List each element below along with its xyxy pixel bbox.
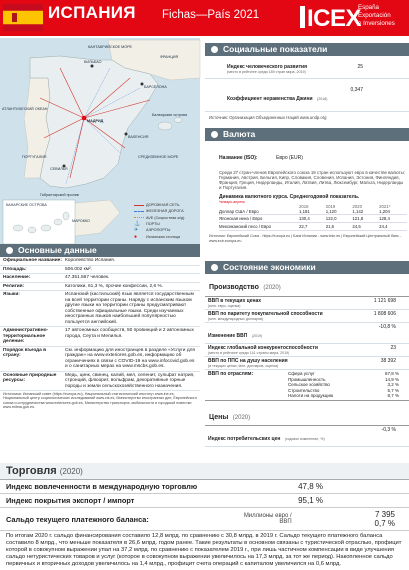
trade-rows-0-k: Индекс вовлеченности в международную торговлю [6,482,198,491]
social-rows-1-v: 0,347 [350,87,363,93]
economy-sectors-4-v: 8,7 % [387,393,399,399]
currency-rows-0-vals-1: 1,120 [325,209,337,214]
currency-rows-0-vals-2: 1,142 [352,209,364,214]
map-label-morocco: МАРОККО [72,219,90,223]
economy-rows-0-v: 1 121 698 [373,298,396,304]
basic-rows-2-v: 47.351.567 человек. [65,275,110,280]
basic-rows-6-v: См. информацию для иностранцев в разделе «Услуги для граждан» на www.exteriores.gob.es, информацию об ограничениях в связи с COVID-19 на www.infocovid.gob.es и о санитарных мерах на www.mscbs.gob.es. [65,347,196,369]
economy-rows-4-v: 38 392 [380,358,396,364]
map-label-valencia: ВАЛЕНСИЯ [128,135,149,139]
currency-source: Источник: Европейский Союз - https://europa.eu | Банк Испании - www.bde.es | Европейский Центральный банк - www.ecb.europa.eu [209,234,401,243]
currency-rows-2-name: Мексиканский песо / Евро [219,224,272,229]
economy-heading: Состояние экономики [223,262,316,272]
currency-rows-2-vals-0: 22,7 [299,224,308,229]
currency-rows-2-vals-2: 24,5 [352,224,361,229]
basic-rows-6-k: Порядок въезда в страну: [3,347,47,358]
trade-year: (2020) [59,467,83,476]
trade-rows-2-v2: 0,7 % [374,519,395,528]
economy-sectors-1-v: 14,9 % [384,376,399,382]
social-rows-1-note: (2018) [317,97,328,101]
trade-heading: Торговля [6,465,57,477]
icex-logo-caption [358,4,395,28]
economy-rows-1-v: 1 808 606 [373,311,396,317]
trade-heading [0,463,409,480]
economy-heading [205,261,409,274]
page-subtitle: Fichas—País 2021 [162,9,260,21]
basic-rows-3-k: Религия: [3,283,25,289]
economy-sectors_label: ВВП по отраслям: [208,371,254,377]
social-rows-0-note: (место в рейтинге среди 189 стран мира, 2019) [227,70,306,74]
economy-rows-2-k: Изменение ВВП [208,333,248,339]
economy-rows-0-note: (млн. евро, оценка) [208,304,241,308]
economy-production_title: Производство [209,284,259,291]
currency-name_value: Евро (EUR) [276,155,303,161]
basic-data-heading [0,244,200,257]
economy-sectors-1-name: Промышленность [288,376,326,382]
logo-text: ICEX [307,5,362,32]
map-legend-4: АЭРОПОРТЫ [146,228,171,233]
map-label-barcelona: БАРСЕЛОНА [144,85,167,89]
trade-rows-2-v: 7 395 [374,510,395,519]
trade-rows-1-k: Индекс покрытия экспорт / импорт [6,496,135,505]
economy-rows-3-k: Индекс глобальной конкурентоспособности [208,345,318,351]
map-label-sevilla: СЕВИЛЬЯ [50,167,68,171]
economy-cpi_value: -0,3 % [381,426,396,433]
basic-rows-7-k: Основные природные ресурсы: [3,372,57,383]
currency-rows-1-name: Японская иена / Евро [219,216,263,221]
basic-rows-0-v: Королевство Испания. [65,258,116,263]
basic-rows-2-k: Население: [3,275,31,280]
economy-rows-2-note: (2019) [251,334,263,338]
basic-rows-3-v: Католики, 61,3 %, прочие конфессии, 2,6 %. [65,283,164,289]
currency-years-3: 2021* [379,204,391,209]
map-label-madrid: МАДРИД [87,119,104,123]
economy-prices_title: Цены [209,413,229,421]
social-rows-0-k: Индекс человеческого развития [227,64,308,70]
map-legend-1: ЖЕЛЕЗНАЯ ДОРОГА [146,209,184,214]
economy-section [205,261,409,447]
trade-rows-1-v: 95,1 % [298,496,323,505]
map-label-bilbao: БИЛЬБАО [84,60,102,64]
basic-data-source: Источники: Испанский совет (https://europa.eu), Национальный статистический институт www.ine.es, Национальный центр социологических исследований www.cis.es, Министерство иностранных дел, Европейского союза и сотрудничества www.exteriores.gob.es, Министерство транспорта, мобильности и городской повестки www.mitma.gob.es. [3,392,197,409]
social-rows-0-v: 25 [357,64,363,70]
basic-rows-5-v: 17 автономных сообществ, 50 провинций и 2 автономных города, Сеута и Мелилья. [65,328,194,339]
basic-rows-1-k: Площадь: [3,266,27,272]
economy-rows-3-v: 23 [390,345,396,351]
currency-rows-0-vals-0: 1,181 [299,209,310,214]
basic-heading: Основные данные [18,245,97,255]
economy-sectors-2-name: Сельское хозяйство [288,382,330,388]
social-source: Источник: Организация Объединенных Наций www.undp.org [209,115,327,120]
economy-rows-1-k: ВВП по паритету покупательной способности [208,311,323,317]
basic-rows-4-k: Языки: [3,292,20,297]
economy-rows-2-v: -10,8 % [378,324,396,330]
currency-rows-1-vals-3: 128,4 [379,216,390,221]
spain-flag-icon [3,4,43,31]
economy-prices_year: (2020) [232,414,251,421]
social-heading [205,43,409,56]
economy-cpi_note: (годовое изменение, %) [284,436,325,441]
economy-rows-3-note: (место в рейтинге среди 141 страны мира, 2019) [208,351,290,355]
map-legend-2: AVE (Скоростная ж/д) [146,215,185,220]
map-legend: ДОРОЖНАЯ СЕТЬ ЖЕЛЕЗНАЯ ДОРОГА AVE (Скоростная ж/д) ⚓ ПОРТЫ ✈ АЭРОПОРТЫ ● Испанская столица [134,203,185,240]
social-heading: Социальные показатели [223,44,328,54]
economy-rows-1-note: (млн. международных долларов) [208,317,264,321]
header-logo_text-1: Exportación [358,12,391,19]
header-logo_text-0: España [358,4,379,11]
basic-rows-0-k: Официальное название: [3,258,62,263]
currency-table [219,204,407,231]
currency-heading [205,128,409,141]
map-label-baleares: Балеарские острова [152,113,188,117]
economy-cpi_label: Индекс потребительских цен [208,435,281,442]
trade-section [0,463,409,570]
economy-rows-4-note: (в текущих ценах, млн. долларов, оценка) [208,364,279,368]
currency-rows-0-name: Доллар США / Евро [219,209,259,214]
economy-rows-0-k: ВВП в текущих ценах [208,298,262,304]
economy-sectors-3-v: 5,7 % [387,387,399,393]
economy-sectors-0-name: Сфера услуг [288,371,315,376]
basic-rows-4-v: Испанский (кастильский) язык является государственным на всей территории страны. Наряду с испанским языком другие языки на территории страны предусматривают собственные официальные языки. Среди изучаемых иностранных языков наибольшей популярностью пользуется английский. [65,292,194,325]
map-legend-3: ПОРТЫ [146,222,160,227]
currency-table_title: Динамика валютного курса. Среднегодовой показатель. [219,194,360,200]
currency-years-1: 2019 [325,204,336,209]
economy-sectors-0-v: 67,8 % [384,371,399,376]
currency-rows-1-vals-0: 130,4 [299,216,310,221]
currency-years-2: 2020 [352,204,362,209]
social-section [205,43,409,123]
map-legend-5: Испанская столица [146,234,181,239]
map-label-atlantic: АТЛАНТИЧЕСКИЙ ОКЕАН [2,107,48,111]
map-label-mediterranean: СРЕДИЗЕМНОЕ МОРЕ [138,155,179,159]
basic-rows-5-k: Административно-территориальное деление: [3,328,49,344]
currency-rows-0-vals-3: 1,204 [379,209,390,214]
currency-section [205,128,409,247]
economy-rows-4-k: ВВП по ППС на душу населения [208,358,288,364]
map-label-france: ФРАНЦИЯ [160,55,179,59]
icex-logo [300,3,362,37]
map-label-canarias: КАНАРСКИЕ ОСТРОВА [6,203,47,207]
currency-years-0: 2018 [299,204,309,209]
trade-rows-2-mid: Миллионы евро / ВВП [243,513,292,525]
currency-heading: Валюта [223,129,256,139]
basic-data-section [0,244,200,410]
currency-text: Среди 27 стран-членов Европейского союза 19 стран используют евро в качестве валюты: Германия, Австрия, Бельгия, Кипр, Словакия, Словения, Испания, Эстония, Финляндия, Франция, Греция, Нидерланды, Италия, Латвия, Литва, Люксембург, Мальта, Нидерланды и Португалия. [219,170,406,190]
header-logo_text-2: e Inversiones [358,20,395,27]
basic-rows-7-v: Медь, цинк, свинец, калий, мел, селенит, сульфат натрия, стронций, флюорит, вольфрам, декоративные горные породы и земли сельскохозяйственного назначения. [65,372,195,389]
currency-rows-2-vals-3: 24,4 [379,224,388,229]
basic-rows-1-v: 506.002 км². [65,266,92,272]
currency-name_label: Название (ISO): [219,155,258,161]
economy-sectors-3-name: Строительство [288,387,320,393]
social-rows-1-k: Коэффициент неравенства Джини [227,96,313,102]
economy-sectors-4-name: Налоги на продукцию [288,393,334,399]
economy-sectors-2-v: 3,2 % [387,382,399,388]
currency-table_note: *январь-апрель [219,200,246,204]
currency-rows-1-vals-1: 122,0 [325,216,337,221]
trade-description: По итогам 2020 г. сальдо финансирования составило 12,8 млрд. по сравнению с 30,8 млрд. в 2019 г. Сальдо текущего платежного баланса составило 8 млрд., что меньше показателя в 26,6 млрд. годом ранее. Такие результаты в основном связаны с туристической отраслью, профицит которой в совокупном выражении упал на 37,2 млрд. по сравнению с показателем 2019 г., при лишь частичном компенсации в виде улучшения сальдо нетуристических товаров и услуг (которое в совокупном выражении увеличилось на 17,3 млрд. за тот же период). Накопленное сальдо первичных и вторичных доходов увеличилось на 1,4 млрд., профицит счета операций с капиталом увеличился на 0,6 млрд. [6,533,402,567]
trade-rows-2-k: Сальдо текущего платежного баланса: [6,514,149,524]
country-title: ИСПАНИЯ [48,3,136,22]
trade-rows-0-v: 47,8 % [298,482,323,491]
map-label-portugal: ПОРТУГАЛИЯ [22,155,47,159]
currency-rows-1-vals-2: 121,8 [352,216,364,221]
map-label-gibraltar: Гибралтарский пролив [40,193,79,197]
currency-rows-2-vals-1: 21,6 [325,224,335,229]
map-label-cantabrian: КАНТАБРИЙСКОЕ МОРЕ [88,45,133,49]
map-legend-0: ДОРОЖНАЯ СЕТЬ [146,203,180,208]
economy-production_year: (2020) [263,285,281,291]
